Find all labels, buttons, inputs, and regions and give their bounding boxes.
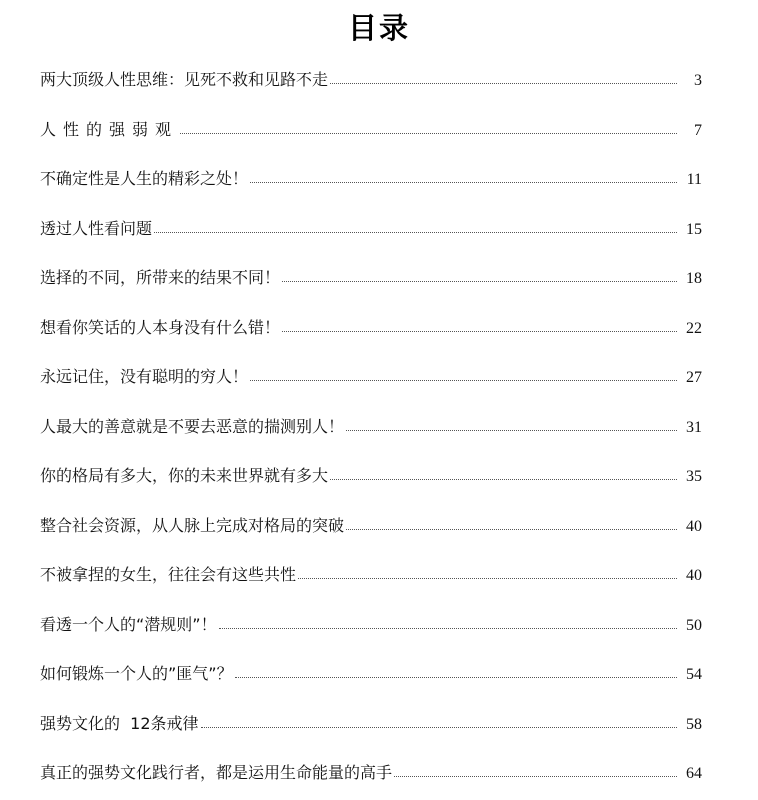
dot-leader — [282, 280, 677, 282]
page-number: 15 — [686, 220, 702, 238]
dot-leader — [219, 627, 677, 629]
dot-leader — [201, 726, 677, 728]
toc-entry[interactable] — [40, 402, 702, 452]
entry-title: 如何锻炼一个人的”匪气”？ — [40, 664, 233, 683]
entry-title: 透过人性看问题 — [40, 218, 153, 238]
toc-entry[interactable] — [40, 303, 702, 353]
dot-leader — [180, 132, 677, 134]
dot-leader — [394, 775, 677, 777]
dot-leader — [154, 231, 677, 233]
dot-leader — [330, 478, 677, 480]
page-title: 目录 — [347, 11, 410, 45]
entry-title: 看透一个人的“潜规则”！ — [40, 614, 217, 634]
toc-entry[interactable] — [40, 352, 702, 402]
dot-leader — [346, 429, 677, 431]
page-number: 54 — [686, 666, 702, 683]
toc-entry[interactable] — [40, 105, 702, 155]
page-number: 31 — [686, 418, 702, 436]
page-number: 58 — [686, 715, 702, 733]
page-number: 18 — [686, 270, 702, 287]
page-number: 50 — [686, 616, 702, 634]
dot-leader — [250, 379, 677, 381]
page-number: 40 — [686, 567, 702, 584]
entry-title: 想看你笑话的人本身没有什么错！ — [40, 317, 281, 337]
toc-entry[interactable] — [40, 253, 702, 303]
toc-entry[interactable] — [40, 55, 702, 105]
page-number: 7 — [694, 121, 702, 139]
toc-entry[interactable] — [40, 451, 702, 501]
dot-leader — [282, 330, 677, 332]
entry-title: 你的格局有多大，你的未来世界就有多大 — [40, 466, 329, 485]
toc-entry[interactable] — [40, 600, 702, 650]
entry-title: 人最大的善意就是不要去恶意的揣测别人！ — [40, 416, 345, 436]
toc-entry[interactable] — [40, 550, 702, 600]
dot-leader — [250, 181, 677, 183]
page-number: 40 — [686, 517, 702, 535]
entry-title: 强势文化的 12条戒律 — [40, 713, 199, 733]
toc-entry[interactable] — [40, 748, 702, 798]
entry-title: 两大顶级人性思维：见死不救和见路不走 — [40, 70, 329, 89]
page-number: 35 — [686, 468, 702, 485]
dot-leader — [330, 82, 677, 84]
entry-title: 人性的强弱观 — [40, 119, 179, 139]
entry-title: 选择的不同，所带来的结果不同！ — [40, 268, 281, 287]
toc-entry[interactable] — [40, 699, 702, 749]
dot-leader — [235, 676, 677, 678]
toc-entry[interactable] — [40, 154, 702, 204]
dot-leader — [298, 577, 677, 579]
toc-entry[interactable] — [40, 204, 702, 254]
page-number: 64 — [686, 765, 702, 782]
entry-title: 不被拿捏的女生，往往会有这些共性 — [40, 565, 297, 584]
page-number: 11 — [686, 171, 702, 188]
toc-list — [40, 55, 702, 798]
dot-leader — [346, 528, 677, 530]
entry-title: 永远记住，没有聪明的穷人！ — [40, 367, 249, 386]
page-number: 27 — [686, 369, 702, 386]
entry-title: 整合社会资源，从人脉上完成对格局的突破 — [40, 515, 345, 535]
toc-entry[interactable] — [40, 649, 702, 699]
entry-title: 真正的强势文化践行者，都是运用生命能量的高手 — [40, 763, 393, 782]
page-number: 22 — [686, 319, 702, 337]
entry-title: 不确定性是人生的精彩之处！ — [40, 169, 249, 188]
page-number: 3 — [694, 72, 702, 89]
toc-entry[interactable] — [40, 501, 702, 551]
